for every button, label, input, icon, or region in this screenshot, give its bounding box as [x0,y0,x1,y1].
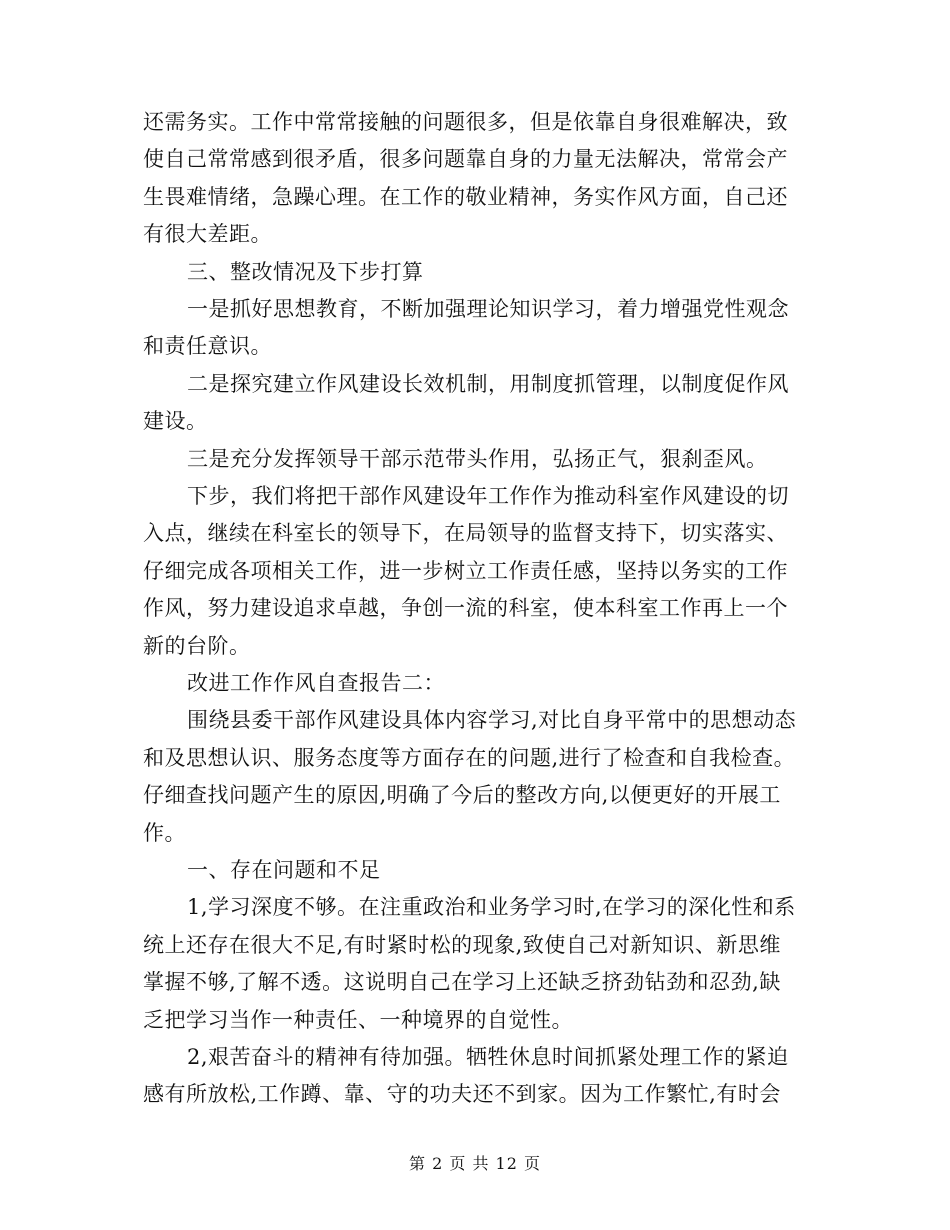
text-line: 仔细完成各项相关工作，进一步树立工作责任感，坚持以务实的工作 [143,558,788,583]
text-line: 建设。 [143,409,208,434]
text-line: 二是探究建立作风建设长效机制，用制度抓管理，以制度促作风 [187,371,789,396]
page-footer: 第 2 页 共 12 页 [409,1154,541,1173]
text-line: 还需务实。工作中常常接触的问题很多，但是依靠自身很难解决，致 [143,110,788,134]
text-line: 和及思想认识、服务态度等方面存在的问题,进行了检查和自我检查。 [143,745,796,770]
text-line: 生畏难情绪，急躁心理。在工作的敬业精神，务实作风方面，自己还 [143,184,788,209]
section-heading: 改进工作作风自查报告二： [187,671,445,695]
text-line: 统上还存在很大不足,有时紧时松的现象,致使自己对新知识、新思维 [143,932,781,957]
text-line: 和责任意识。 [143,334,272,359]
text-line: 有很大差距。 [143,222,272,247]
text-line: 乏把学习当作一种责任、一种境界的自觉性。 [143,1007,573,1032]
text-line: 三是充分发挥领导干部示范带头作用，弘扬正气，狠刹歪风。 [187,446,768,471]
text-line: 入点，继续在科室长的领导下，在局领导的监督支持下，切实落实、 [143,521,788,546]
text-line: 感有所放松,工作蹲、靠、守的功夫还不到家。因为工作繁忙,有时会 [143,1082,781,1107]
text-line: 下步，我们将把干部作风建设年工作作为推动科室作风建设的切 [187,484,789,508]
text-line: 掌握不够,了解不透。这说明自己在学习上还缺乏挤劲钻劲和忍劲,缺 [143,970,781,995]
text-line: 一是抓好思想教育，不断加强理论知识学习，着力增强党性观念 [187,297,789,321]
text-line: 围绕县委干部作风建设具体内容学习,对比自身平常中的思想动态 [187,708,797,733]
text-line: 2,艰苦奋斗的精神有待加强。牺牲休息时间抓紧处理工作的紧迫 [187,1045,789,1069]
text-line: 使自己常常感到很矛盾，很多问题靠自身的力量无法解决，常常会产 [143,147,788,172]
text-line: 作。 [143,820,186,845]
section-heading: 一、存在问题和不足 [187,858,381,882]
section-heading: 三、整改情况及下步打算 [187,259,424,284]
text-line: 新的台阶。 [143,633,251,658]
text-line: 作风，努力建设追求卓越，争创一流的科室，使本科室工作再上一个 [143,596,788,621]
text-line: 1,学习深度不够。在注重政治和业务学习时,在学习的深化性和系 [187,895,796,920]
text-line: 仔细查找问题产生的原因,明确了今后的整改方向,以便更好的开展工 [143,783,781,808]
